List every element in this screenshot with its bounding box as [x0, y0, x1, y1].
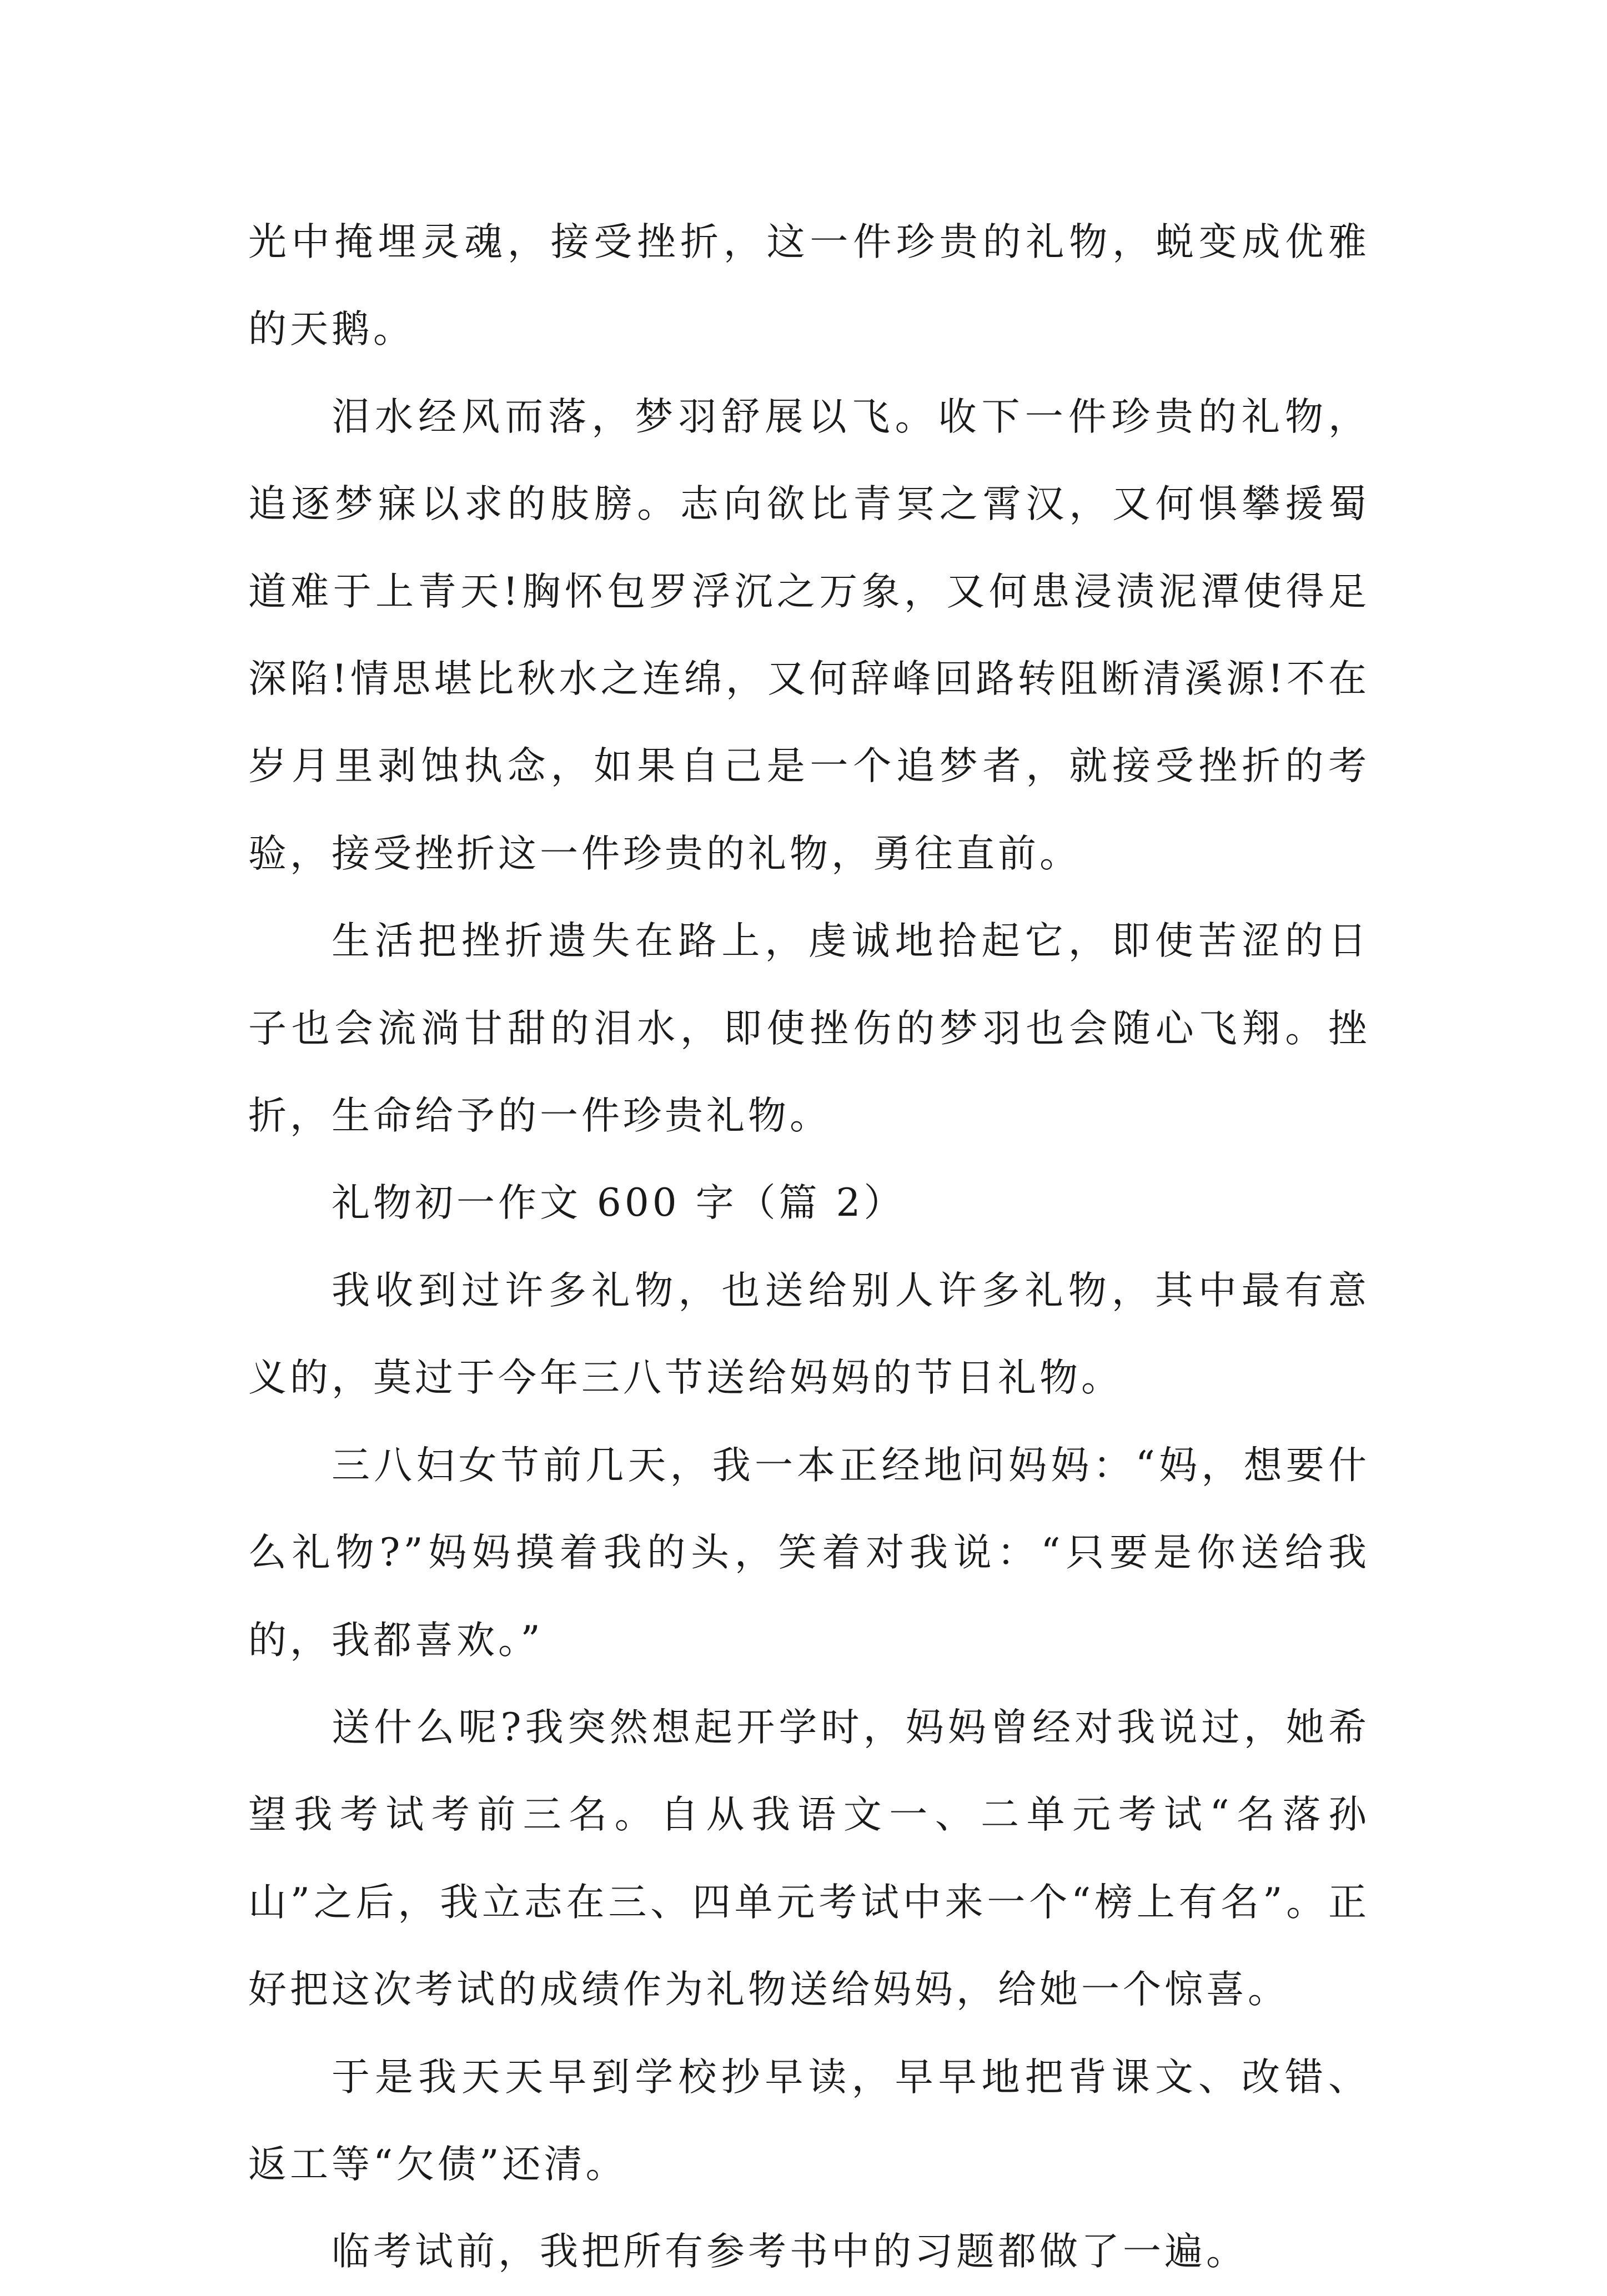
paragraph-8: 于是我天天早到学校抄早读，早早地把背课文、改错、返工等“欠债”还清。 — [248, 2055, 1370, 2187]
paragraph-6: 三八妇女节前几天，我一本正经地问妈妈：“妈，想要什么礼物?”妈妈摸着我的头，笑着对我说：“只要是你送给我的，我都喜欢。” — [248, 1443, 1370, 1663]
document-body — [248, 199, 1370, 2296]
paragraph-1: 光中掩埋灵魂，接受挫折，这一件珍贵的礼物，蜕变成优雅的天鹅。 — [248, 220, 1370, 352]
paragraph-3: 生活把挫折遗失在路上，虔诚地拾起它，即使苦涩的日子也会流淌甘甜的泪水，即使挫伤的梦羽也会随心飞翔。挫折，生命给予的一件珍贵礼物。 — [248, 919, 1370, 1139]
paragraph-9: 临考试前，我把所有参考书中的习题都做了一遍。 — [332, 2229, 1248, 2274]
paragraph-2: 泪水经风而落，梦羽舒展以飞。收下一件珍贵的礼物，追逐梦寐以求的肢膀。志向欲比青冥之霄汉，又何惧攀援蜀道难于上青天!胸怀包罗浮沉之万象，又何患浸渍泥潭使得足深陷!情思堪比秋水之连绵，又何辞峰回路转阻断清溪源!不在岁月里剥蚀执念，如果自己是一个追梦者，就接受挫折的考验，接受挫折这一件珍贵的礼物，勇往直前。 — [248, 394, 1370, 876]
paragraph-5: 我收到过许多礼物，也送给别人许多礼物，其中最有意义的，莫过于今年三八节送给妈妈的节日礼物。 — [248, 1268, 1370, 1401]
section-heading: 礼物初一作文 600 字（篇 2） — [332, 1181, 906, 1226]
paragraph-7: 送什么呢?我突然想起开学时，妈妈曾经对我说过，她希望我考试考前三名。自从我语文一、二单元考试“名落孙山”之后，我立志在三、四单元考试中来一个“榜上有名”。正好把这次考试的成绩作为礼物送给妈妈，给她一个惊喜。 — [248, 1705, 1370, 2012]
